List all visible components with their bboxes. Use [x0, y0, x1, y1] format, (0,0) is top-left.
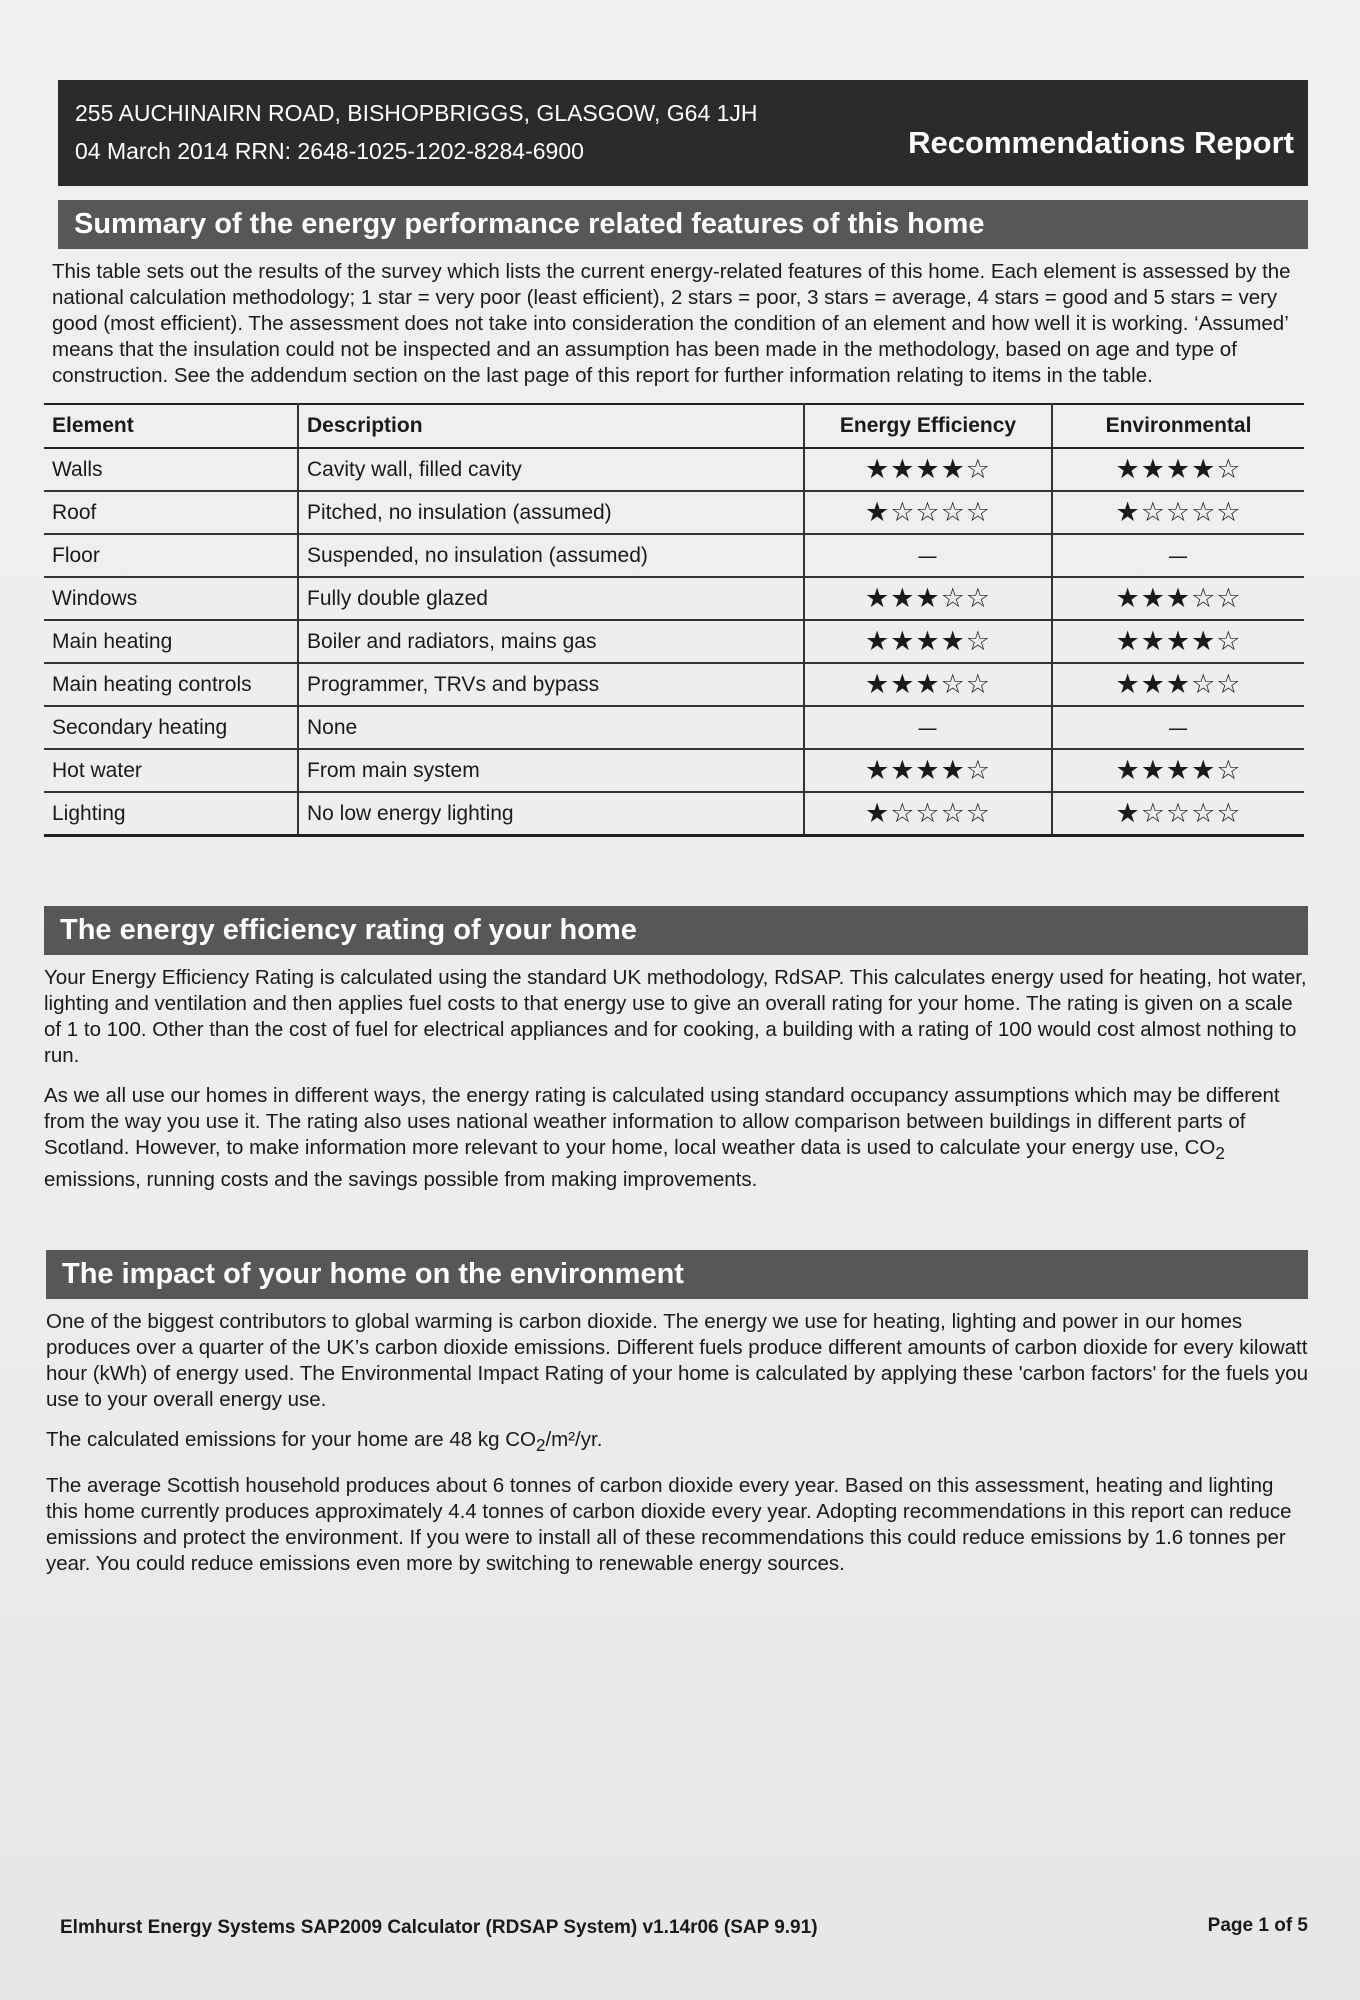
energy-efficiency-rating: ★★★★☆ — [804, 749, 1052, 792]
element-cell: Secondary heating — [44, 706, 298, 749]
element-cell: Main heating controls — [44, 663, 298, 706]
property-address: 255 AUCHINAIRN ROAD, BISHOPBRIGGS, GLASGOW, G64 1JH — [75, 100, 758, 126]
environmental-rating: ★★★☆☆ — [1052, 577, 1304, 620]
element-cell: Walls — [44, 448, 298, 491]
energy-efficiency-rating: ★★★☆☆ — [804, 577, 1052, 620]
efficiency-paragraph-2-text-b: emissions, running costs and the savings possible from making improvements. — [44, 1168, 758, 1192]
environmental-rating: ★★★☆☆ — [1052, 663, 1304, 706]
energy-efficiency-rating: ★☆☆☆☆ — [804, 792, 1052, 836]
element-cell: Floor — [44, 534, 298, 577]
description-cell: Programmer, TRVs and bypass — [298, 663, 804, 706]
table-row — [44, 534, 1304, 577]
footer-software: Elmhurst Energy Systems SAP2009 Calculator (RDSAP System) v1.14r06 (SAP 9.91) — [60, 1917, 818, 1938]
column-header-description: Description — [298, 404, 804, 448]
emissions-text-suffix: /m²/yr. — [545, 1428, 603, 1451]
environmental-rating: — — [1052, 534, 1304, 577]
efficiency-paragraph-2 — [44, 1083, 1310, 1193]
features-table — [44, 403, 1304, 837]
environment-heading: The impact of your home on the environment — [46, 1250, 1308, 1299]
environmental-rating: ★☆☆☆☆ — [1052, 491, 1304, 534]
environment-paragraph-1: One of the biggest contributors to global warming is carbon dioxide. The energy we use for heating, lighting and power in our homes produces over a quarter of the UK’s carbon dioxide emissions. Different fuels produce different amounts of carbon dioxide for every kilowatt hour (kWh) of energy used. The Environmental Impact Rating of your home is calculated by applying these 'carbon factors' for the fuels you use to your overall energy use. — [46, 1310, 1309, 1411]
table-row — [44, 491, 1304, 534]
table-row — [44, 620, 1304, 663]
emissions-statement — [46, 1427, 1304, 1459]
column-header-environmental: Environmental — [1052, 404, 1304, 448]
element-cell: Main heating — [44, 620, 298, 663]
description-cell: Pitched, no insulation (assumed) — [298, 491, 804, 534]
environmental-rating: ★☆☆☆☆ — [1052, 792, 1304, 836]
description-cell: None — [298, 706, 804, 749]
environmental-rating: — — [1052, 706, 1304, 749]
table-row — [44, 663, 1304, 706]
column-header-energy-efficiency: Energy Efficiency — [804, 404, 1052, 448]
description-cell: Suspended, no insulation (assumed) — [298, 534, 804, 577]
footer-page-number: Page 1 of 5 — [1207, 1915, 1308, 1936]
summary-heading: Summary of the energy performance related features of this home — [58, 200, 1308, 249]
description-cell: From main system — [298, 749, 804, 792]
column-header-element: Element — [44, 404, 298, 448]
environment-section — [46, 1250, 1309, 1577]
date-rrn: 04 March 2014 RRN: 2648-1025-1202-8284-6900 — [75, 138, 584, 164]
description-cell: No low energy lighting — [298, 792, 804, 836]
element-cell: Lighting — [44, 792, 298, 836]
environmental-rating: ★★★★☆ — [1052, 620, 1304, 663]
efficiency-section — [44, 906, 1307, 1193]
table-row — [44, 749, 1304, 792]
report-title: Recommendations Report — [908, 125, 1294, 160]
efficiency-paragraph-2-text-a: As we all use our homes in different ways, the energy rating is calculated using standard occupancy assumptions which may be different from the way you use it. The rating also uses national weather information to allow comparison between buildings in different parts of Scotland. However, to make information more relevant to your home, local weather data is used to calculate your energy use, CO — [44, 1084, 1280, 1159]
element-cell: Hot water — [44, 749, 298, 792]
summary-section — [52, 200, 1310, 837]
energy-efficiency-rating: ★★★☆☆ — [804, 663, 1052, 706]
efficiency-heading: The energy efficiency rating of your home — [44, 906, 1308, 955]
efficiency-paragraph-1: Your Energy Efficiency Rating is calculated using the standard UK methodology, RdSAP. This calculates energy used for heating, hot water, lighting and ventilation and then applies fuel costs to that energy use to give an overall rating for your home. The rating is given on a scale of 1 to 100. Other than the cost of fuel for electrical appliances and for cooking, a building with a rating of 100 would cost almost nothing to run. — [44, 966, 1307, 1067]
element-cell: Roof — [44, 491, 298, 534]
table-row — [44, 706, 1304, 749]
description-cell: Fully double glazed — [298, 577, 804, 620]
summary-intro: This table sets out the results of the survey which lists the current energy-related features of this home. Each element is assessed by the national calculation methodology; 1 star = very poor (least efficient), 2 stars = poor, 3 stars = average, 4 stars = good and 5 stars = very good (most efficient). The assessment does not take into consideration the condition of an element and how well it is working. ‘Assumed’ means that the insulation could not be inspected and an assumption has been made in the methodology, based on age and type of construction. See the addendum section on the last page of this report for further information relating to items in the table. — [52, 260, 1291, 387]
emissions-text-prefix: The calculated emissions for your home are 48 kg CO — [46, 1428, 536, 1451]
environmental-rating: ★★★★☆ — [1052, 448, 1304, 491]
emissions-co2-subscript: 2 — [535, 1436, 546, 1456]
report-header — [58, 80, 1308, 186]
co2-subscript: 2 — [1215, 1144, 1225, 1164]
table-header-row — [44, 404, 1304, 448]
element-cell: Windows — [44, 577, 298, 620]
description-cell: Cavity wall, filled cavity — [298, 448, 804, 491]
features-table-body — [44, 448, 1304, 836]
energy-efficiency-rating: — — [804, 534, 1052, 577]
energy-efficiency-rating: — — [804, 706, 1052, 749]
description-cell: Boiler and radiators, mains gas — [298, 620, 804, 663]
energy-efficiency-rating: ★☆☆☆☆ — [804, 491, 1052, 534]
table-row — [44, 792, 1304, 836]
environmental-rating: ★★★★☆ — [1052, 749, 1304, 792]
energy-efficiency-rating: ★★★★☆ — [804, 620, 1052, 663]
energy-efficiency-rating: ★★★★☆ — [804, 448, 1052, 491]
environment-paragraph-3: The average Scottish household produces about 6 tonnes of carbon dioxide every year. Based on this assessment, heating and lighting this home currently produces approximately 4.4 tonnes of carbon dioxide every year. Adopting recommendations in this report can reduce emissions and protect the environment. If you were to install all of these recommendations this could reduce emissions by 1.6 tonnes per year. You could reduce emissions even more by switching to renewable energy sources. — [46, 1474, 1292, 1576]
table-row — [44, 448, 1304, 491]
table-row — [44, 577, 1304, 620]
